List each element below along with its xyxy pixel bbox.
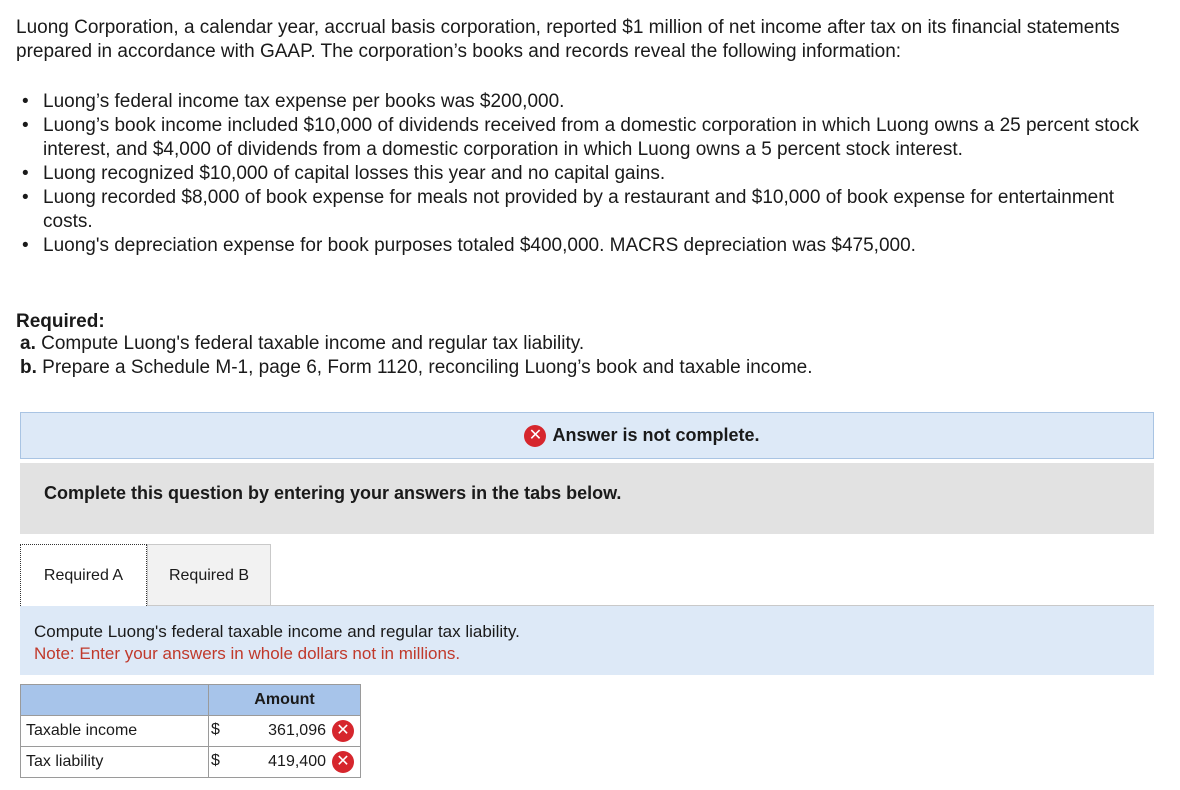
fact-item: • Luong recognized $10,000 of capital losses this year and no capital gains.	[18, 162, 1158, 186]
amount-input[interactable]	[209, 747, 361, 778]
required-a-text: Compute Luong's federal taxable income and regular tax liability.	[41, 333, 585, 354]
required-heading: Required:	[16, 311, 105, 332]
fact-item: • Luong recorded $8,000 of book expense for meals not provided by a restaurant and $10,000 of book expense for entertainment costs.	[18, 186, 1158, 234]
problem-intro: Luong Corporation, a calendar year, accrual basis corporation, reported $1 million of net income after tax on its financial statements prepared in accordance with GAAP. The corporation’s books and records reveal the following information:	[16, 17, 1120, 62]
required-b-prefix: b.	[20, 357, 37, 378]
fact-item: • Luong's depreciation expense for book purposes totaled $400,000. MACRS depreciation was $475,000.	[18, 234, 1158, 258]
tab-required-a[interactable]: Required A	[20, 544, 147, 606]
currency-symbol: $	[211, 752, 220, 769]
amount-value: 419,400	[268, 753, 326, 770]
required-b-text: Prepare a Schedule M-1, page 6, Form 1120, reconciling Luong’s book and taxable income.	[42, 357, 813, 378]
fact-item: • Luong’s book income included $10,000 of dividends received from a domestic corporation in which Luong owns a 25 percent stock interest, and $4,000 of dividends from a domestic corporation in which Luong owns a 5 percent stock interest.	[18, 114, 1158, 162]
required-a	[20, 332, 584, 356]
row-label: Taxable income	[21, 716, 209, 747]
question-panel	[20, 606, 1154, 675]
answer-table	[20, 684, 361, 778]
fact-item: • Luong’s federal income tax expense per books was $200,000.	[18, 90, 1158, 114]
currency-symbol: $	[211, 721, 220, 738]
required-b	[20, 356, 813, 380]
tab-required-b[interactable]: Required B	[147, 544, 271, 606]
incorrect-x-icon: ✕	[332, 720, 354, 742]
incorrect-x-icon: ✕	[332, 751, 354, 773]
table-row	[21, 716, 361, 747]
table-header-amount: Amount	[209, 685, 361, 716]
amount-value: 361,096	[268, 722, 326, 739]
instruction-text: Complete this question by entering your answers in the tabs below.	[44, 483, 622, 503]
table-row	[21, 747, 361, 778]
panel-note: Note: Enter your answers in whole dollars not in millions.	[34, 644, 461, 663]
error-x-icon: ✕	[524, 425, 546, 447]
row-label: Tax liability	[21, 747, 209, 778]
status-banner	[20, 412, 1154, 459]
panel-question: Compute Luong's federal taxable income and regular tax liability.	[34, 622, 520, 641]
amount-input[interactable]	[209, 716, 361, 747]
required-a-prefix: a.	[20, 333, 36, 354]
table-header-blank	[21, 685, 209, 716]
facts-list	[18, 90, 1158, 258]
instruction-box	[20, 463, 1154, 534]
table-header-row	[21, 685, 361, 716]
status-text: Answer is not complete.	[552, 425, 760, 445]
